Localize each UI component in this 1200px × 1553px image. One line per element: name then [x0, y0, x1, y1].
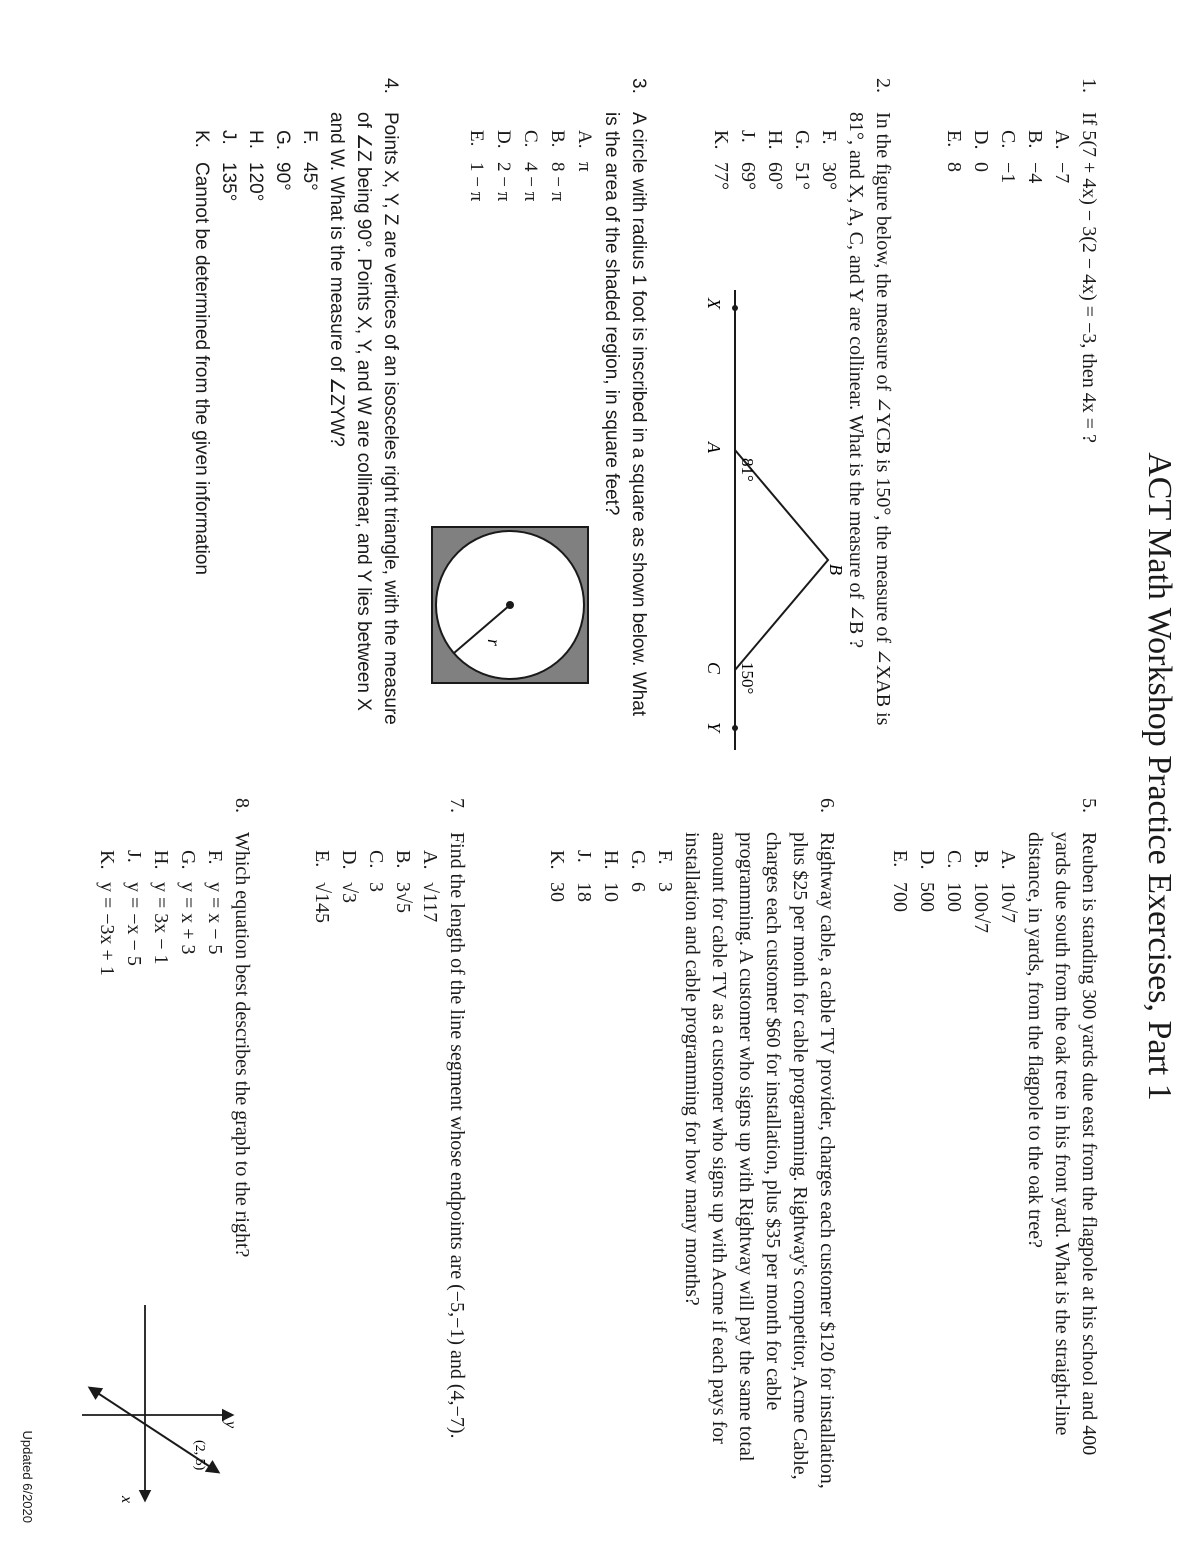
label-b: B	[826, 564, 846, 575]
answer-choice[interactable]: A.π	[574, 130, 595, 172]
question-number: 8.	[231, 798, 253, 813]
triangle-figure	[700, 260, 846, 750]
answer-choice[interactable]: D.500	[916, 850, 938, 912]
answer-choice[interactable]: G.51°	[791, 130, 813, 190]
point-label: (2, 5)	[192, 1440, 207, 1471]
question-stem: If 5(7 + 4x) − 3(2 − 4x) = −3, then 4x = ?	[1078, 112, 1100, 443]
answer-choice[interactable]: C.100	[943, 850, 965, 912]
answer-choice[interactable]: E.700	[889, 850, 911, 912]
answer-choice[interactable]: G.y = x + 3	[177, 850, 199, 955]
answer-choice[interactable]: E.8	[943, 130, 965, 172]
answer-choice[interactable]: F.30°	[818, 130, 840, 190]
question-number: 7.	[446, 798, 468, 813]
answer-choice[interactable]: K.y = −3x + 1	[96, 850, 118, 976]
radius-label: r	[484, 639, 504, 647]
answer-choice[interactable]: K.Cannot be determined from the given information	[191, 130, 212, 575]
question-number: 2.	[872, 78, 894, 93]
question-number: 3.	[628, 78, 649, 94]
question-number: 6.	[816, 798, 838, 813]
answer-choice[interactable]: J.135°	[218, 130, 239, 202]
answer-choice[interactable]: C.−1	[997, 130, 1019, 184]
answer-choice[interactable]: B.8 − π	[547, 130, 568, 202]
answer-choice[interactable]: D.0	[970, 130, 992, 172]
answer-choice[interactable]: F.3	[654, 850, 676, 892]
circle-square-figure	[430, 525, 590, 685]
answer-choice[interactable]: H.10	[600, 850, 622, 902]
question-1	[940, 78, 1102, 728]
answer-choice[interactable]: B.−4	[1024, 130, 1046, 184]
label-y: Y	[704, 722, 724, 733]
question-6	[543, 798, 840, 1498]
answer-choice[interactable]: H.60°	[764, 130, 786, 190]
answer-choice[interactable]: A.10√7	[997, 850, 1019, 923]
label-c: C	[704, 662, 724, 675]
x-axis-label: x	[118, 1496, 135, 1504]
question-stem: Points X, Y, Z are vertices of an isosceles right triangle, with the measure of ∠Z being 90°. Points X, Y, and W are collinear, and Y lies between X and W. What is the measure of ∠ZYW?	[326, 112, 401, 725]
answer-choice[interactable]: D.2 − π	[493, 130, 514, 202]
question-stem: Find the length of the line segment whose endpoints are (−5,−1) and (4,−7).	[446, 832, 468, 1439]
question-number: 5.	[1078, 798, 1100, 813]
answer-choice[interactable]: D.√3	[338, 850, 360, 903]
updated-date: Updated 6/2020	[20, 1430, 35, 1523]
answer-choice[interactable]: E.√145	[311, 850, 333, 923]
answer-choice[interactable]: B.100√7	[970, 850, 992, 933]
question-number: 4.	[380, 78, 401, 94]
angle-label-c: 150°	[738, 662, 757, 695]
question-stem: In the figure below, the measure of ∠YCB is 150°, the measure of ∠XAB is 81°, and X, A, C, and Y are collinear. What is the measure of ∠B ?	[845, 112, 894, 726]
answer-choice[interactable]: J.69°	[737, 130, 759, 190]
label-a: A	[704, 442, 724, 453]
answer-choice[interactable]: H.y = 3x − 1	[150, 850, 172, 965]
answer-choice[interactable]: K.30	[546, 850, 568, 902]
answer-choice[interactable]: H.120°	[245, 130, 266, 202]
answer-choice[interactable]: F.y = x − 5	[204, 850, 226, 955]
answer-choice[interactable]: A.√117	[419, 850, 441, 923]
answer-choice[interactable]: C.3	[365, 850, 387, 892]
answer-choice[interactable]: B.3√5	[392, 850, 414, 913]
page-title: ACT Math Workshop Practice Exercises, Part 1	[1141, 452, 1178, 1101]
question-stem: Which equation best describes the graph to the right?	[231, 832, 253, 1258]
question-7	[308, 798, 470, 1498]
answer-choice[interactable]: J.18	[573, 850, 595, 902]
label-x: X	[704, 298, 724, 309]
answer-choice[interactable]: G.90°	[272, 130, 293, 191]
answer-choice[interactable]: G.6	[627, 850, 649, 892]
question-stem: Reuben is standing 300 yards due east from the flagpole at his school and 400 yards due south from the oak tree in his front yard. What is the straight-line distance, in yards, from the flagpole to the oak tree?	[1024, 832, 1100, 1456]
question-4	[188, 78, 404, 728]
answer-choice[interactable]: F.45°	[299, 130, 320, 191]
y-axis-label: y	[222, 1421, 239, 1429]
question-number: 1.	[1078, 78, 1100, 93]
angle-label-a: 81°	[738, 458, 757, 482]
question-stem: Rightway cable, a cable TV provider, charges each customer $120 for installation, plus $25 per month for cable programming. Rightway's competitor, Acme Cable, charges each customer $60 for installation, plus $35 per month for cable programming. A customer who signs up with Rightway will pay the same total amount for cable TV as a customer who signs up with Acme if each pays for installation and cable programming for how many months?	[681, 832, 838, 1489]
answer-choice[interactable]: K.77°	[710, 130, 732, 190]
coordinate-graph	[80, 1300, 240, 1510]
answer-choice[interactable]: A.−7	[1051, 130, 1073, 184]
answer-choice[interactable]: J.y = −x − 5	[123, 850, 145, 966]
answer-choice[interactable]: E.1 − π	[466, 130, 487, 202]
answer-choice[interactable]: C.4 − π	[520, 130, 541, 202]
question-5	[886, 798, 1102, 1498]
triangle-sides	[735, 450, 828, 670]
question-stem: A circle with radius 1 foot is inscribed in a square as shown below. What is the area of the shaded region, in square feet?	[601, 112, 649, 717]
